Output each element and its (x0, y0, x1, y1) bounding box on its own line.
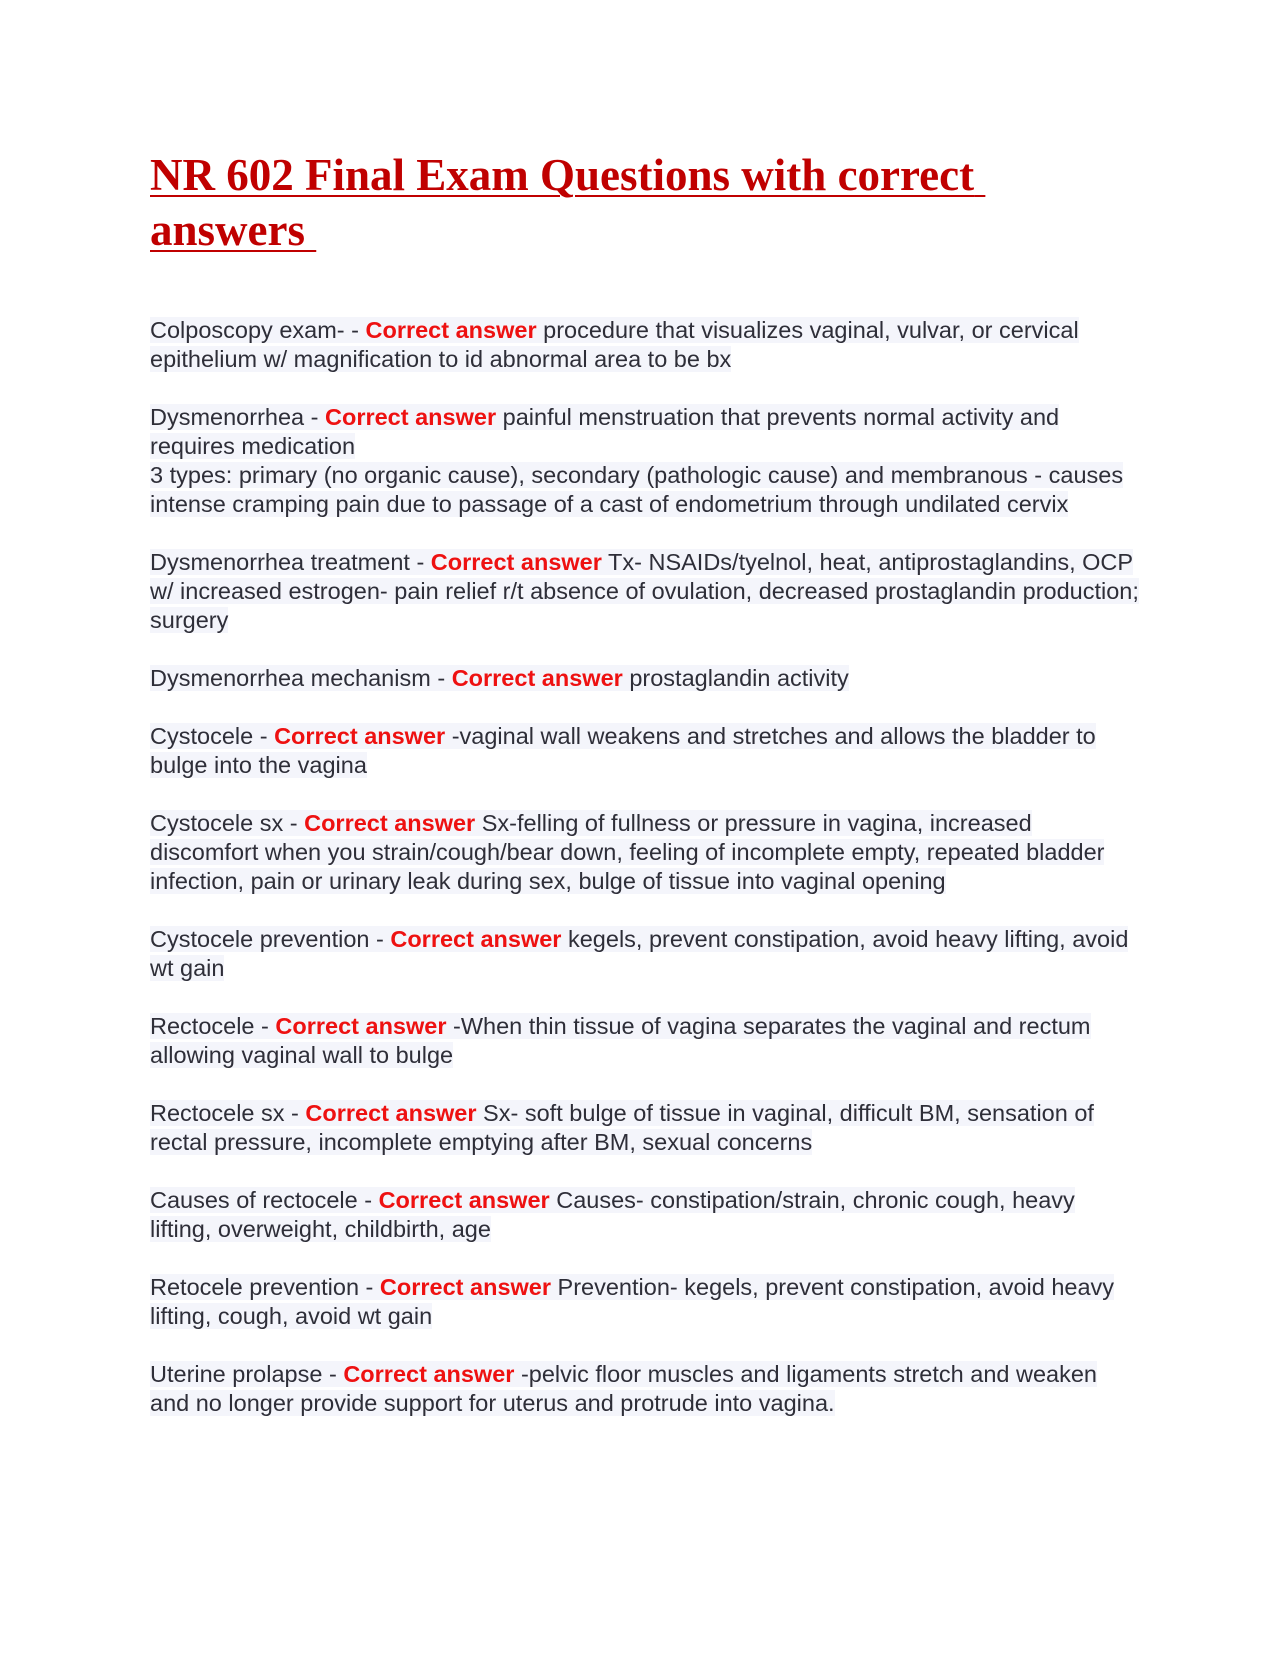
document-page (150, 148, 1140, 1447)
correct-answer-label: Correct answer (275, 1013, 447, 1039)
qa-entry (150, 1012, 1140, 1070)
document-title: NR 602 Final Exam Questions with correct answers (150, 150, 986, 255)
qa-extra (150, 461, 1140, 519)
correct-answer-label: Correct answer (304, 810, 476, 836)
correct-answer-label: Correct answer (365, 317, 537, 343)
qa-list (150, 316, 1140, 1418)
correct-answer-label: Correct answer (274, 723, 446, 749)
qa-definition: Prevention- kegels, prevent constipation, avoid heavy lifting, cough, avoid wt gain (150, 1274, 1115, 1329)
qa-definition: -vaginal wall weakens and stretches and allows the bladder to bulge into the vagina (150, 723, 1096, 778)
qa-entry (150, 1186, 1140, 1244)
qa-entry (150, 316, 1140, 374)
qa-term: Causes of rectocele - (150, 1187, 379, 1213)
correct-answer-label: Correct answer (379, 1274, 552, 1300)
qa-line (150, 810, 1104, 894)
correct-answer-label: Correct answer (430, 549, 602, 575)
qa-definition: Tx- NSAIDs/tyelnol, heat, antiprostaglandins, OCP w/ increased estrogen- pain relief r/t absence of ovulation, decreased prostaglandin production; surgery (150, 549, 1139, 633)
qa-term: Rectocele - (150, 1013, 276, 1039)
qa-entry (150, 722, 1140, 780)
qa-term: Dysmenorrhea treatment - (150, 549, 431, 575)
qa-entry (150, 809, 1140, 896)
qa-term: Rectocele sx - (150, 1100, 306, 1126)
qa-line (150, 1361, 1097, 1416)
qa-definition: procedure that visualizes vaginal, vulvar, or cervical epithelium w/ magnification to id abnormal area to be bx (150, 317, 1079, 372)
qa-definition: painful menstruation that prevents normal activity and requires medication (150, 404, 1060, 459)
correct-answer-label: Correct answer (343, 1361, 515, 1387)
qa-entry (150, 548, 1140, 635)
qa-line (150, 549, 1139, 633)
qa-line (150, 1100, 1094, 1155)
qa-definition: -When thin tissue of vagina separates the vaginal and rectum allowing vaginal wall to bulge (150, 1013, 1091, 1068)
qa-line (150, 404, 1059, 459)
qa-definition: Causes- constipation/strain, chronic cough, heavy lifting, overweight, childbirth, age (150, 1187, 1075, 1242)
qa-entry (150, 1360, 1140, 1418)
qa-extra-text: 3 types: primary (no organic cause), secondary (pathologic cause) and membranous - causes intense cramping pain due to passage of a cast of endometrium through undilated cervix (150, 462, 1124, 517)
qa-definition: -pelvic floor muscles and ligaments stretch and weaken and no longer provide support for uterus and protrude into vagina. (150, 1361, 1097, 1416)
correct-answer-label: Correct answer (451, 665, 623, 691)
correct-answer-label: Correct answer (378, 1187, 550, 1213)
qa-entry (150, 403, 1140, 519)
qa-term: Cystocele prevention - (150, 926, 391, 952)
qa-entry (150, 925, 1140, 983)
qa-term: Retocele prevention - (150, 1274, 380, 1300)
correct-answer-label: Correct answer (305, 1100, 477, 1126)
qa-line (150, 1274, 1114, 1329)
qa-definition: Sx-felling of fullness or pressure in vagina, increased discomfort when you strain/cough/bear down, feeling of incomplete empty, repeated bladder infection, pain or urinary leak during sex, bulge of tissue into vaginal opening (150, 810, 1105, 894)
qa-definition: kegels, prevent constipation, avoid heavy lifting, avoid wt gain (150, 926, 1129, 981)
qa-term: Uterine prolapse - (150, 1361, 344, 1387)
qa-entry (150, 1099, 1140, 1157)
qa-term: Dysmenorrhea mechanism - (150, 665, 452, 691)
qa-entry (150, 1273, 1140, 1331)
qa-line (150, 1013, 1091, 1068)
qa-definition: Sx- soft bulge of tissue in vaginal, difficult BM, sensation of rectal pressure, incomplete emptying after BM, sexual concerns (150, 1100, 1094, 1155)
qa-term: Cystocele sx - (150, 810, 305, 836)
qa-line (150, 665, 849, 691)
qa-line (150, 723, 1096, 778)
qa-term: Dysmenorrhea - (150, 404, 325, 430)
correct-answer-label: Correct answer (325, 404, 497, 430)
qa-line (150, 1187, 1075, 1242)
correct-answer-label: Correct answer (390, 926, 562, 952)
qa-line (150, 926, 1128, 981)
qa-term: Cystocele - (150, 723, 275, 749)
qa-definition: prostaglandin activity (622, 665, 849, 691)
qa-entry (150, 664, 1140, 693)
qa-line (150, 317, 1079, 372)
qa-term: Colposcopy exam- - (150, 317, 366, 343)
